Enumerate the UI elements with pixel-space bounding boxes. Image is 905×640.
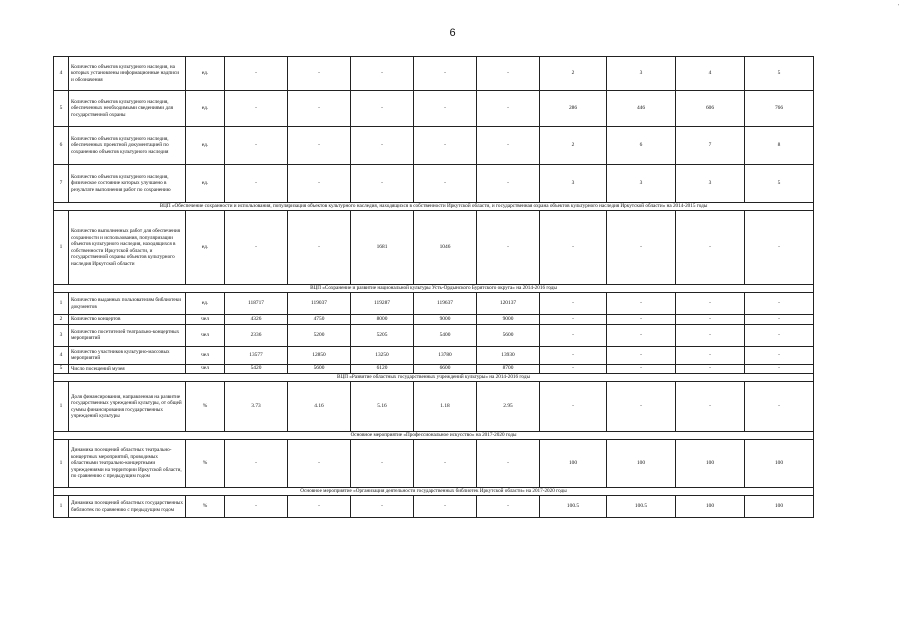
- section-heading: Основное мероприятие «Профессиональное искусство» на 2017-2020 годы: [54, 432, 814, 440]
- value-cell: -: [477, 91, 540, 127]
- value-cell: 2: [540, 57, 607, 91]
- value-cell: -: [288, 496, 351, 518]
- value-cell: -: [477, 127, 540, 165]
- value-cell: 100: [676, 440, 745, 488]
- value-cell: 606: [676, 91, 745, 127]
- section-heading: Основное мероприятие «Организация деятельности государственных библиотек Иркутской области» на 2017-2020 годы: [54, 488, 814, 496]
- section-heading: ВЦП «Обеспечение сохранности и использования, популяризация объектов культурного наследия, находящихся в собственности Иркутской области, и государственная охрана объектов культурного наследия Иркутской области» на 2014-2015 годы: [54, 203, 814, 211]
- value-cell: -: [414, 440, 477, 488]
- indicator-name: Динамика посещений областных театрально-концертных мероприятий, проводимых областными театрально-концертными учреждениями на территории Иркутской области, по сравнению с предыдущим годом: [69, 440, 186, 488]
- table-row: [54, 324, 814, 346]
- unit-cell: чел: [186, 364, 225, 374]
- value-cell: 6600: [414, 364, 477, 374]
- value-cell: 13250: [351, 346, 414, 364]
- unit-cell: %: [186, 496, 225, 518]
- value-cell: 5: [745, 165, 814, 203]
- value-cell: -: [225, 440, 288, 488]
- value-cell: 5.16: [351, 382, 414, 432]
- indicators-table: [53, 56, 814, 518]
- value-cell: 8700: [477, 364, 540, 374]
- value-cell: 5400: [414, 324, 477, 346]
- value-cell: 3: [676, 165, 745, 203]
- value-cell: -: [676, 211, 745, 285]
- value-cell: 5600: [288, 364, 351, 374]
- value-cell: -: [225, 57, 288, 91]
- value-cell: -: [540, 293, 607, 315]
- value-cell: -: [288, 211, 351, 285]
- table-row: [54, 382, 814, 432]
- unit-cell: ед.: [186, 127, 225, 165]
- value-cell: 119287: [351, 293, 414, 315]
- value-cell: 1681: [351, 211, 414, 285]
- indicator-name: Количество выполненных работ для обеспечения сохранности и использования, популяризации объектов культурного наследия, находящихся в собственности Иркутской области, и государственной охраны объектов культурного наследия Иркутской области: [69, 211, 186, 285]
- value-cell: -: [288, 165, 351, 203]
- value-cell: 120137: [477, 293, 540, 315]
- table-row: [54, 496, 814, 518]
- value-cell: 3: [540, 165, 607, 203]
- value-cell: -: [414, 91, 477, 127]
- value-cell: 3: [607, 57, 676, 91]
- row-index: 1: [54, 440, 69, 488]
- indicator-name: Количество посетителей театрально-концертных мероприятий: [69, 324, 186, 346]
- unit-cell: ед.: [186, 91, 225, 127]
- value-cell: 9000: [477, 315, 540, 325]
- table-row: [54, 165, 814, 203]
- value-cell: -: [607, 324, 676, 346]
- row-index: 1: [54, 496, 69, 518]
- value-cell: -: [540, 382, 607, 432]
- indicator-name: Доля финансирования, направленная на развитие государственных учреждений культуры, от общей суммы финансирования государственных учреждений культуры: [69, 382, 186, 432]
- table-row: [54, 91, 814, 127]
- indicator-name: Количество объектов культурного наследия, обеспеченных проектной документацией по сохранению объектов культурного наследия: [69, 127, 186, 165]
- section-heading-row: [54, 488, 814, 496]
- value-cell: -: [288, 57, 351, 91]
- value-cell: 13930: [477, 346, 540, 364]
- value-cell: -: [745, 324, 814, 346]
- value-cell: -: [351, 57, 414, 91]
- value-cell: -: [351, 91, 414, 127]
- value-cell: 5200: [288, 324, 351, 346]
- indicator-name: Количество концертов: [69, 315, 186, 325]
- value-cell: -: [676, 346, 745, 364]
- value-cell: -: [540, 324, 607, 346]
- value-cell: -: [607, 293, 676, 315]
- value-cell: -: [676, 315, 745, 325]
- value-cell: -: [540, 346, 607, 364]
- value-cell: -: [607, 211, 676, 285]
- value-cell: 100: [745, 440, 814, 488]
- value-cell: -: [745, 346, 814, 364]
- value-cell: -: [540, 211, 607, 285]
- indicator-name: Количество объектов культурного наследия, физическое состояние которых улучшено в результате выполнения работ по сохранению: [69, 165, 186, 203]
- value-cell: 1046: [414, 211, 477, 285]
- value-cell: 13780: [414, 346, 477, 364]
- value-cell: -: [225, 127, 288, 165]
- value-cell: 100.5: [540, 496, 607, 518]
- value-cell: -: [477, 57, 540, 91]
- value-cell: -: [676, 364, 745, 374]
- value-cell: 100: [540, 440, 607, 488]
- row-index: 1: [54, 382, 69, 432]
- unit-cell: ед.: [186, 211, 225, 285]
- value-cell: 8: [745, 127, 814, 165]
- value-cell: -: [607, 382, 676, 432]
- value-cell: 9000: [414, 315, 477, 325]
- value-cell: 6120: [351, 364, 414, 374]
- value-cell: -: [225, 91, 288, 127]
- value-cell: 5205: [351, 324, 414, 346]
- row-index: 4: [54, 346, 69, 364]
- unit-cell: чел: [186, 346, 225, 364]
- row-index: 4: [54, 57, 69, 91]
- table-row: [54, 315, 814, 325]
- section-heading-row: [54, 285, 814, 293]
- value-cell: -: [676, 293, 745, 315]
- value-cell: 2.95: [477, 382, 540, 432]
- value-cell: -: [745, 364, 814, 374]
- value-cell: 100.5: [607, 496, 676, 518]
- value-cell: 13577: [225, 346, 288, 364]
- value-cell: -: [288, 127, 351, 165]
- value-cell: 100: [676, 496, 745, 518]
- value-cell: 119037: [288, 293, 351, 315]
- indicator-name: Число посещений музея: [69, 364, 186, 374]
- value-cell: 12850: [288, 346, 351, 364]
- row-index: 1: [54, 293, 69, 315]
- value-cell: -: [676, 324, 745, 346]
- unit-cell: чел: [186, 315, 225, 325]
- value-cell: -: [745, 315, 814, 325]
- row-index: 5: [54, 91, 69, 127]
- value-cell: -: [745, 382, 814, 432]
- value-cell: 100: [607, 440, 676, 488]
- section-heading: ВЦП «Сохранение и развитие национальной культуры Усть-Ордынского Бурятского округа» на 2014-2016 годы: [54, 285, 814, 293]
- indicator-name: Количество объектов культурного наследия, на которых установлены информационные надписи и обозначения: [69, 57, 186, 91]
- unit-cell: %: [186, 382, 225, 432]
- section-heading-row: [54, 203, 814, 211]
- section-heading-row: [54, 432, 814, 440]
- table-row: [54, 440, 814, 488]
- value-cell: -: [351, 165, 414, 203]
- value-cell: -: [607, 364, 676, 374]
- value-cell: 6: [607, 127, 676, 165]
- row-index: 3: [54, 324, 69, 346]
- value-cell: -: [477, 496, 540, 518]
- unit-cell: %: [186, 440, 225, 488]
- value-cell: 8000: [351, 315, 414, 325]
- value-cell: 4750: [288, 315, 351, 325]
- table-row: [54, 293, 814, 315]
- table-row: [54, 364, 814, 374]
- value-cell: 2: [540, 127, 607, 165]
- value-cell: 3.73: [225, 382, 288, 432]
- section-heading-row: [54, 374, 814, 382]
- indicator-name: Количество участников культурно-массовых мероприятий: [69, 346, 186, 364]
- value-cell: -: [745, 293, 814, 315]
- value-cell: -: [676, 382, 745, 432]
- unit-cell: ед.: [186, 57, 225, 91]
- table-row: [54, 127, 814, 165]
- table-row: [54, 211, 814, 285]
- value-cell: 446: [607, 91, 676, 127]
- indicator-name: Динамика посещений областных государственных библиотек по сравнению с предыдущим годом: [69, 496, 186, 518]
- value-cell: 4326: [225, 315, 288, 325]
- value-cell: -: [225, 211, 288, 285]
- corner-mark: ': [897, 4, 899, 10]
- value-cell: -: [477, 440, 540, 488]
- value-cell: -: [288, 440, 351, 488]
- value-cell: -: [607, 346, 676, 364]
- value-cell: -: [477, 211, 540, 285]
- value-cell: 5: [745, 57, 814, 91]
- page-number: 6: [449, 27, 456, 39]
- value-cell: 7: [676, 127, 745, 165]
- value-cell: -: [225, 496, 288, 518]
- value-cell: 286: [540, 91, 607, 127]
- unit-cell: чел: [186, 324, 225, 346]
- value-cell: -: [540, 364, 607, 374]
- value-cell: 1.18: [414, 382, 477, 432]
- value-cell: -: [607, 315, 676, 325]
- value-cell: 118717: [225, 293, 288, 315]
- value-cell: -: [540, 315, 607, 325]
- value-cell: -: [414, 165, 477, 203]
- indicator-name: Количество объектов культурного наследия, обеспеченных необходимыми сведениями для государственной охраны: [69, 91, 186, 127]
- row-index: 7: [54, 165, 69, 203]
- unit-cell: ед.: [186, 165, 225, 203]
- table-row: [54, 57, 814, 91]
- value-cell: -: [414, 57, 477, 91]
- value-cell: -: [414, 496, 477, 518]
- value-cell: 4.16: [288, 382, 351, 432]
- value-cell: -: [225, 165, 288, 203]
- value-cell: -: [745, 211, 814, 285]
- value-cell: 119637: [414, 293, 477, 315]
- value-cell: -: [351, 496, 414, 518]
- value-cell: -: [414, 127, 477, 165]
- row-index: 6: [54, 127, 69, 165]
- value-cell: -: [288, 91, 351, 127]
- unit-cell: ед.: [186, 293, 225, 315]
- value-cell: 4: [676, 57, 745, 91]
- value-cell: -: [351, 127, 414, 165]
- row-index: 5: [54, 364, 69, 374]
- table-row: [54, 346, 814, 364]
- value-cell: 3: [607, 165, 676, 203]
- row-index: 2: [54, 315, 69, 325]
- value-cell: 100: [745, 496, 814, 518]
- value-cell: -: [351, 440, 414, 488]
- indicator-name: Количество выданных пользователям библиотеки документов: [69, 293, 186, 315]
- value-cell: 2336: [225, 324, 288, 346]
- value-cell: 766: [745, 91, 814, 127]
- value-cell: 5600: [477, 324, 540, 346]
- value-cell: 5420: [225, 364, 288, 374]
- row-index: 1: [54, 211, 69, 285]
- value-cell: -: [477, 165, 540, 203]
- section-heading: ВЦП «Развитие областных государственных учреждений культуры» на 2014-2016 годы: [54, 374, 814, 382]
